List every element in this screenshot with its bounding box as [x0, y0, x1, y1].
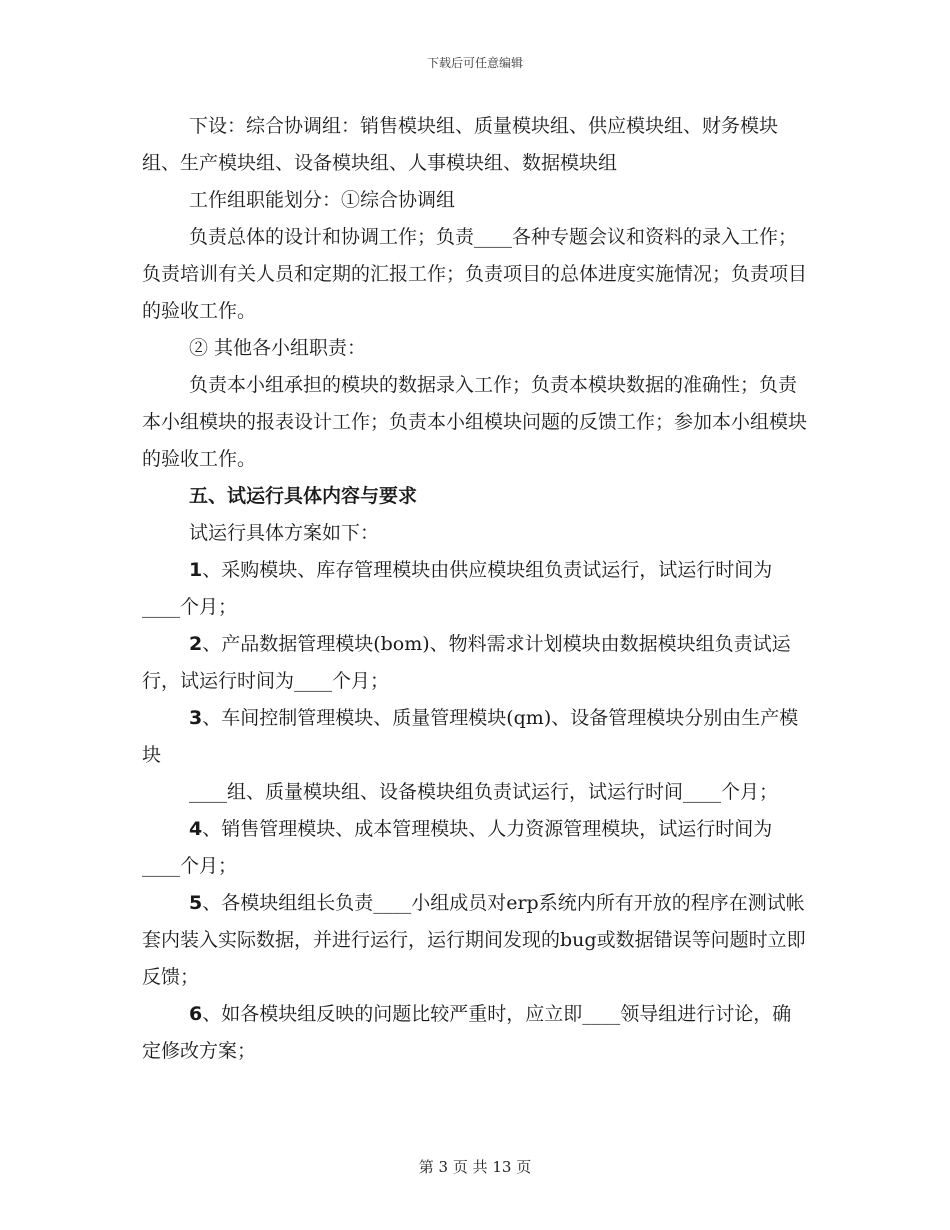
paragraph-subgroups: 下设：综合协调组：销售模块组、质量模块组、供应模块组、财务模块组、生产模块组、设备模块组、人事模块组、数据模块组 — [142, 115, 779, 174]
list-item — [142, 996, 807, 1070]
paragraph-other-groups-duties: 负责本小组承担的模块的数据录入工作；负责本模块数据的准确性；负责本小组模块的报表设计工作；负责本小组模块问题的反馈工作；参加本小组模块的验收工作。 — [142, 374, 808, 470]
paragraph-plan-intro: 试运行具体方案如下： — [189, 522, 380, 544]
list-item-text: 、车间控制管理模块、质量管理模块(qm)、设备管理模块分别由生产模块 — [142, 707, 799, 766]
list-item — [142, 626, 807, 700]
list-item-text: 、销售管理模块、成本管理模块、人力资源管理模块，试运行时间为____个月； — [142, 818, 773, 877]
list-item — [142, 552, 807, 626]
page-number: 第 3 页 共 13 页 — [418, 1158, 532, 1176]
list-item-continuation: ____组、质量模块组、设备模块组负责试运行，试运行时间____个月； — [189, 781, 779, 803]
list-item-number: 5 — [189, 892, 203, 914]
list-item-text: 、采购模块、库存管理模块由供应模块组负责试运行，试运行时间为____个月； — [142, 559, 773, 618]
list-item-number: 1 — [189, 559, 203, 581]
list-item-number: 4 — [189, 818, 203, 840]
section-heading: 五、试运行具体内容与要求 — [189, 485, 418, 507]
list-item-number: 3 — [189, 707, 203, 729]
list-item-number: 6 — [189, 1003, 203, 1025]
paragraph-other-groups-title: ② 其他各小组职责： — [189, 337, 367, 359]
list-item — [142, 700, 807, 774]
list-item-number: 2 — [189, 633, 203, 655]
page-header: 下载后可任意编辑 — [426, 56, 523, 70]
paragraph-function-division: 工作组职能划分：①综合协调组 — [189, 189, 456, 211]
document-body — [142, 108, 807, 1070]
list-item — [142, 885, 807, 996]
list-item-text: 、产品数据管理模块(bom)、物料需求计划模块由数据模块组负责试运行，试运行时间为____个月； — [142, 633, 791, 692]
paragraph-coordination-duties: 负责总体的设计和协调工作；负责____各种专题会议和资料的录入工作；负责培训有关人员和定期的汇报工作；负责项目的总体进度实施情况；负责项目的验收工作。 — [142, 226, 808, 322]
list-item — [142, 811, 807, 885]
list-item-text: 、如各模块组反映的问题比较严重时，应立即____领导组进行讨论，确定修改方案； — [142, 1003, 792, 1062]
list-item-text: 、各模块组组长负责____小组成员对erp系统内所有开放的程序在测试帐套内装入实际数据，并进行运行，运行期间发现的bug或数据错误等问题时立即反馈； — [142, 892, 806, 988]
